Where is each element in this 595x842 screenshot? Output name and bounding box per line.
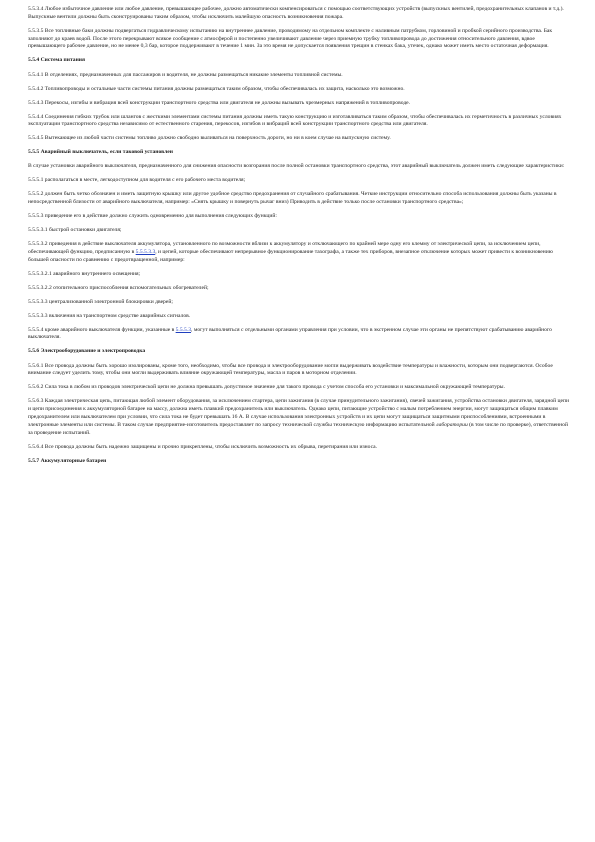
paragraph: 5.5.5.2 должен быть четко обозначен и иметь защитную крышку или другое удобное средство предохранения от случайного срабатывания. Четкие инструкции относительно способа использования должны быть указаны в непосредственной близости от аварийного выключателя, например: «Снять крышку и повернуть рычаг вниз) Приводить в действие только после остановки транспортного средства»;: [28, 191, 557, 206]
paragraph: 5.5.5.3.2.2 отопительного приспособления вспомогательных обогревателей;: [28, 284, 209, 291]
paragraph: В случае установки аварийного выключателя, предназначенного для снижения опасности возгорания после полной остановки транспортного средства, этот аварийный выключатель должен иметь следующие характеристики:: [28, 163, 565, 170]
paragraph-text: , могут выполняться с отдельными органами управления при условии, что в экстренном случае эти органы не препятствуют срабатыванию аварийного выключателя.: [28, 326, 552, 341]
section-heading: 5.5.7 Аккумуляторные батареи: [28, 457, 107, 464]
paragraph: 5.5.4.3 Перекосы, изгибы и вибрация всей конструкции транспортного средства или двигателя не должны вызывать чрезмерных напряжений в топливопроводе.: [28, 99, 411, 106]
paragraph: [28, 327, 569, 343]
paragraph: 5.5.6.1 Все провода должны быть хорошо изолированы, кроме того, необходимо, чтобы все провода и электрооборудование могли выдерживать воздействие температуры и влажности, которым они подвергаются. Особое внимание следует уделить тому, чтобы они могли выдерживать влияние окружающей температуры, масла и паров в моторном отделении.: [28, 362, 553, 377]
paragraph: 5.5.5.3.3 включения на транспортном средстве аварийных сигналов.: [28, 312, 191, 319]
paragraph: [28, 241, 569, 264]
paragraph: 5.5.4.2 Топливопроводы и остальные части системы питания должны размещаться таким образом, чтобы обеспечивалась их защита, насколько это возможно.: [28, 85, 405, 92]
paragraph: [28, 398, 569, 437]
paragraph: 5.5.3.4 Любое избыточное давление или любое давление, превышающее рабочее, должно автоматически компенсироваться с помощью соответствующих устройств (выпускных вентилей, предохранительных клапанов и т.д.). Выпускные вентили должны быть сконструированы таким образом, чтобы исключить малейшую опасность возникновения пожара.: [28, 6, 564, 20]
paragraph-text: (в том числе по проверке), ответственной за проведение испытаний.: [28, 421, 568, 436]
paragraph-text: 5.5.5.4 кроме аварийного выключателя функции, указанные в: [28, 326, 176, 333]
paragraph: 5.5.6.2 Сила тока в любом из проводов электрической цепи не должна превышать допустимое значение для такого провода с учетом способа его установки и максимальной окружающей температуры.: [28, 384, 505, 391]
section-reference-link[interactable]: 5.5.5.3.3: [135, 248, 156, 255]
section-heading: 5.5.4 Система питания: [28, 57, 86, 64]
paragraph-text: 5.5.5.3.2 приведения в действие выключателя аккумулятора, установленного по возможности вблизи к аккумулятору и отключающего по крайней мере одну его клемму от электрической цепи, за исключением цепи, обеспечивающей функцию, предписанную в: [28, 241, 541, 255]
paragraph: 5.5.4.4 Соединения гибких трубок или шлангов с жесткими элементами системы питания должны иметь такую конструкцию и изготавливаться таким образом, чтобы обеспечивалась их герметичность в различных условиях эксплуатации транспортного средства независимо от естественного старения, перекосов, изгибов и вибраций всей конструкции транспортного средства или двигателя.: [28, 113, 562, 128]
paragraph-text: , и цепей, которые обеспечивают непрерывное функционирование тахографа, а также тех приборов, внезапное отключение которых может привести к возникновению большей опасности по сравнению с предотвращенной, например:: [28, 248, 553, 263]
paragraph: 5.5.6.4 Все провода должны быть надежно защищены и прочно прикреплены, чтобы исключить возможность их обрыва, перетирания или износа.: [28, 443, 378, 450]
paragraph: 5.5.4.5 Вытекающее из любой части системы топливо должно свободно выливаться на поверхность дороги, но ни в коем случае на выпускную систему.: [28, 135, 391, 142]
paragraph: 5.5.5.3.3 централизованной электронной блокировки дверей;: [28, 298, 173, 305]
paragraph: 5.5.5.1 располагаться в месте, легкодоступном для водителя с его рабочего места водителя;: [28, 177, 246, 184]
section-heading: 5.5.5 Аварийный выключатель, если таковой установлен: [28, 149, 173, 156]
section-heading: 5.5.6 Электрооборудование и электропроводка: [28, 348, 146, 355]
paragraph: 5.5.3.5 Все топливные баки должны подвергаться гидравлическому испытанию на внутреннее давление, проводимому на отдельном комплекте с наливным патрубком, горловиной и пробкой серийного производства. Бак заполняют до краев водой. После этого перекрывают всякое сообщение с атмосферой и постепенно увеличивают давление через приемную трубку топливопровода до достижения относительного давления, вдвое превышающего рабочее давление, но не менее 0,3 бар, которое поддерживают в течение 1 мин. За это время не допускается появления трещин в стенках бака, утечек, однако может иметь место остаточная деформация.: [28, 27, 553, 50]
paragraph: 5.5.5.3.2.1 аварийного внутреннего освещения;: [28, 270, 141, 277]
paragraph: 5.5.4.1 В отделениях, предназначенных для пассажиров и водителя, не должны размещаться никакие элементы топливной системы.: [28, 71, 343, 78]
section-reference-link[interactable]: 5.5.5.3: [175, 326, 192, 333]
paragraph-text: 5.5.6.3 Каждая электрическая цепь, питающая любой элемент оборудования, за исключением стартера, цепи зажигания (в случае принудительного зажигания), свечей зажигания, устройства остановки двигателя, зарядной цепи и цепи присоединения к аккумуляторной батарее на массу, должна иметь плавкий предохранитель или выключатель. Однако цепи, питающие устройство с малым потреблением энергии, могут защищаться общим плавким предохранителем или выключателем при условии, что сила тока не будет превышать 16 А. В случае использования электронных устройств и их цепи могут защищаться защитными приспособлениями, встроенными в электронные элементы или системы. В таком случае предприятие-изготовитель предоставляет по запросу технической службы техническую информацию испытательной: [28, 398, 569, 428]
paragraph: 5.5.5.3 приведение его в действие должно служить одновременно для выполнения следующих функций:: [28, 213, 277, 220]
emphasized-text: лаборатории: [436, 421, 468, 428]
paragraph: 5.5.5.3.1 быстрой остановки двигателя;: [28, 227, 122, 234]
